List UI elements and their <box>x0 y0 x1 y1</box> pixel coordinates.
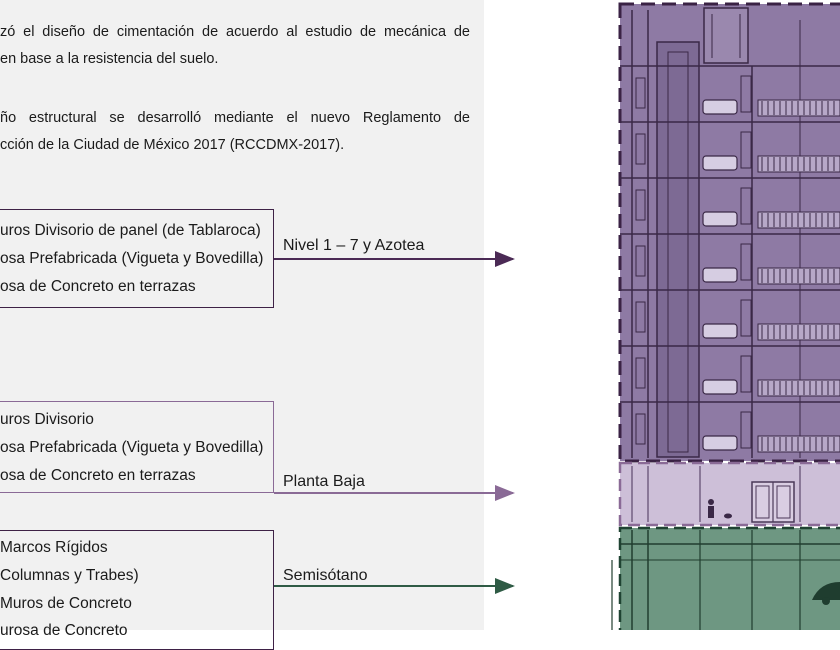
box-item: Muros de Concreto <box>0 595 132 612</box>
balcony-sofa <box>703 100 737 114</box>
box-item: Marcos Rígidos <box>0 539 108 556</box>
box-item: Columnas y Trabes) <box>0 567 139 584</box>
box-item: uros Divisorio de panel (de Tablaroca) <box>0 222 261 239</box>
level-label-upper: Nivel 1 – 7 y Azotea <box>283 237 425 254</box>
box-item: osa de Concreto en terrazas <box>0 467 196 484</box>
paragraph-2-line-1: ño estructural se desarrolló mediante el nuevo Reglamento de <box>0 110 470 126</box>
paragraph-2-line-2: cción de la Ciudad de México 2017 (RCCDMX-2017). <box>0 137 345 153</box>
box-item: uros Divisorio <box>0 411 94 428</box>
level-label-ground: Planta Baja <box>283 473 365 490</box>
box-item: osa de Concreto en terrazas <box>0 278 196 295</box>
box-item: osa Prefabricada (Vigueta y Bovedilla) <box>0 439 264 456</box>
level-label-basement: Semisótano <box>283 567 368 584</box>
balcony-sofa <box>703 156 737 170</box>
box-item: osa Prefabricada (Vigueta y Bovedilla) <box>0 250 264 267</box>
paragraph-1-line-1: zó el diseño de cimentación de acuerdo al estudio de mecánica de <box>0 24 470 40</box>
balcony-sofa <box>703 436 737 450</box>
box-item: urosa de Concreto <box>0 622 128 639</box>
balcony-sofa <box>703 380 737 394</box>
basement-zone <box>612 528 840 630</box>
balcony-sofa <box>703 268 737 282</box>
balcony-sofa <box>703 324 737 338</box>
paragraph-1-line-2: en base a la resistencia del suelo. <box>0 51 219 67</box>
ground-floor-zone <box>620 463 840 525</box>
balcony-sofa <box>703 212 737 226</box>
